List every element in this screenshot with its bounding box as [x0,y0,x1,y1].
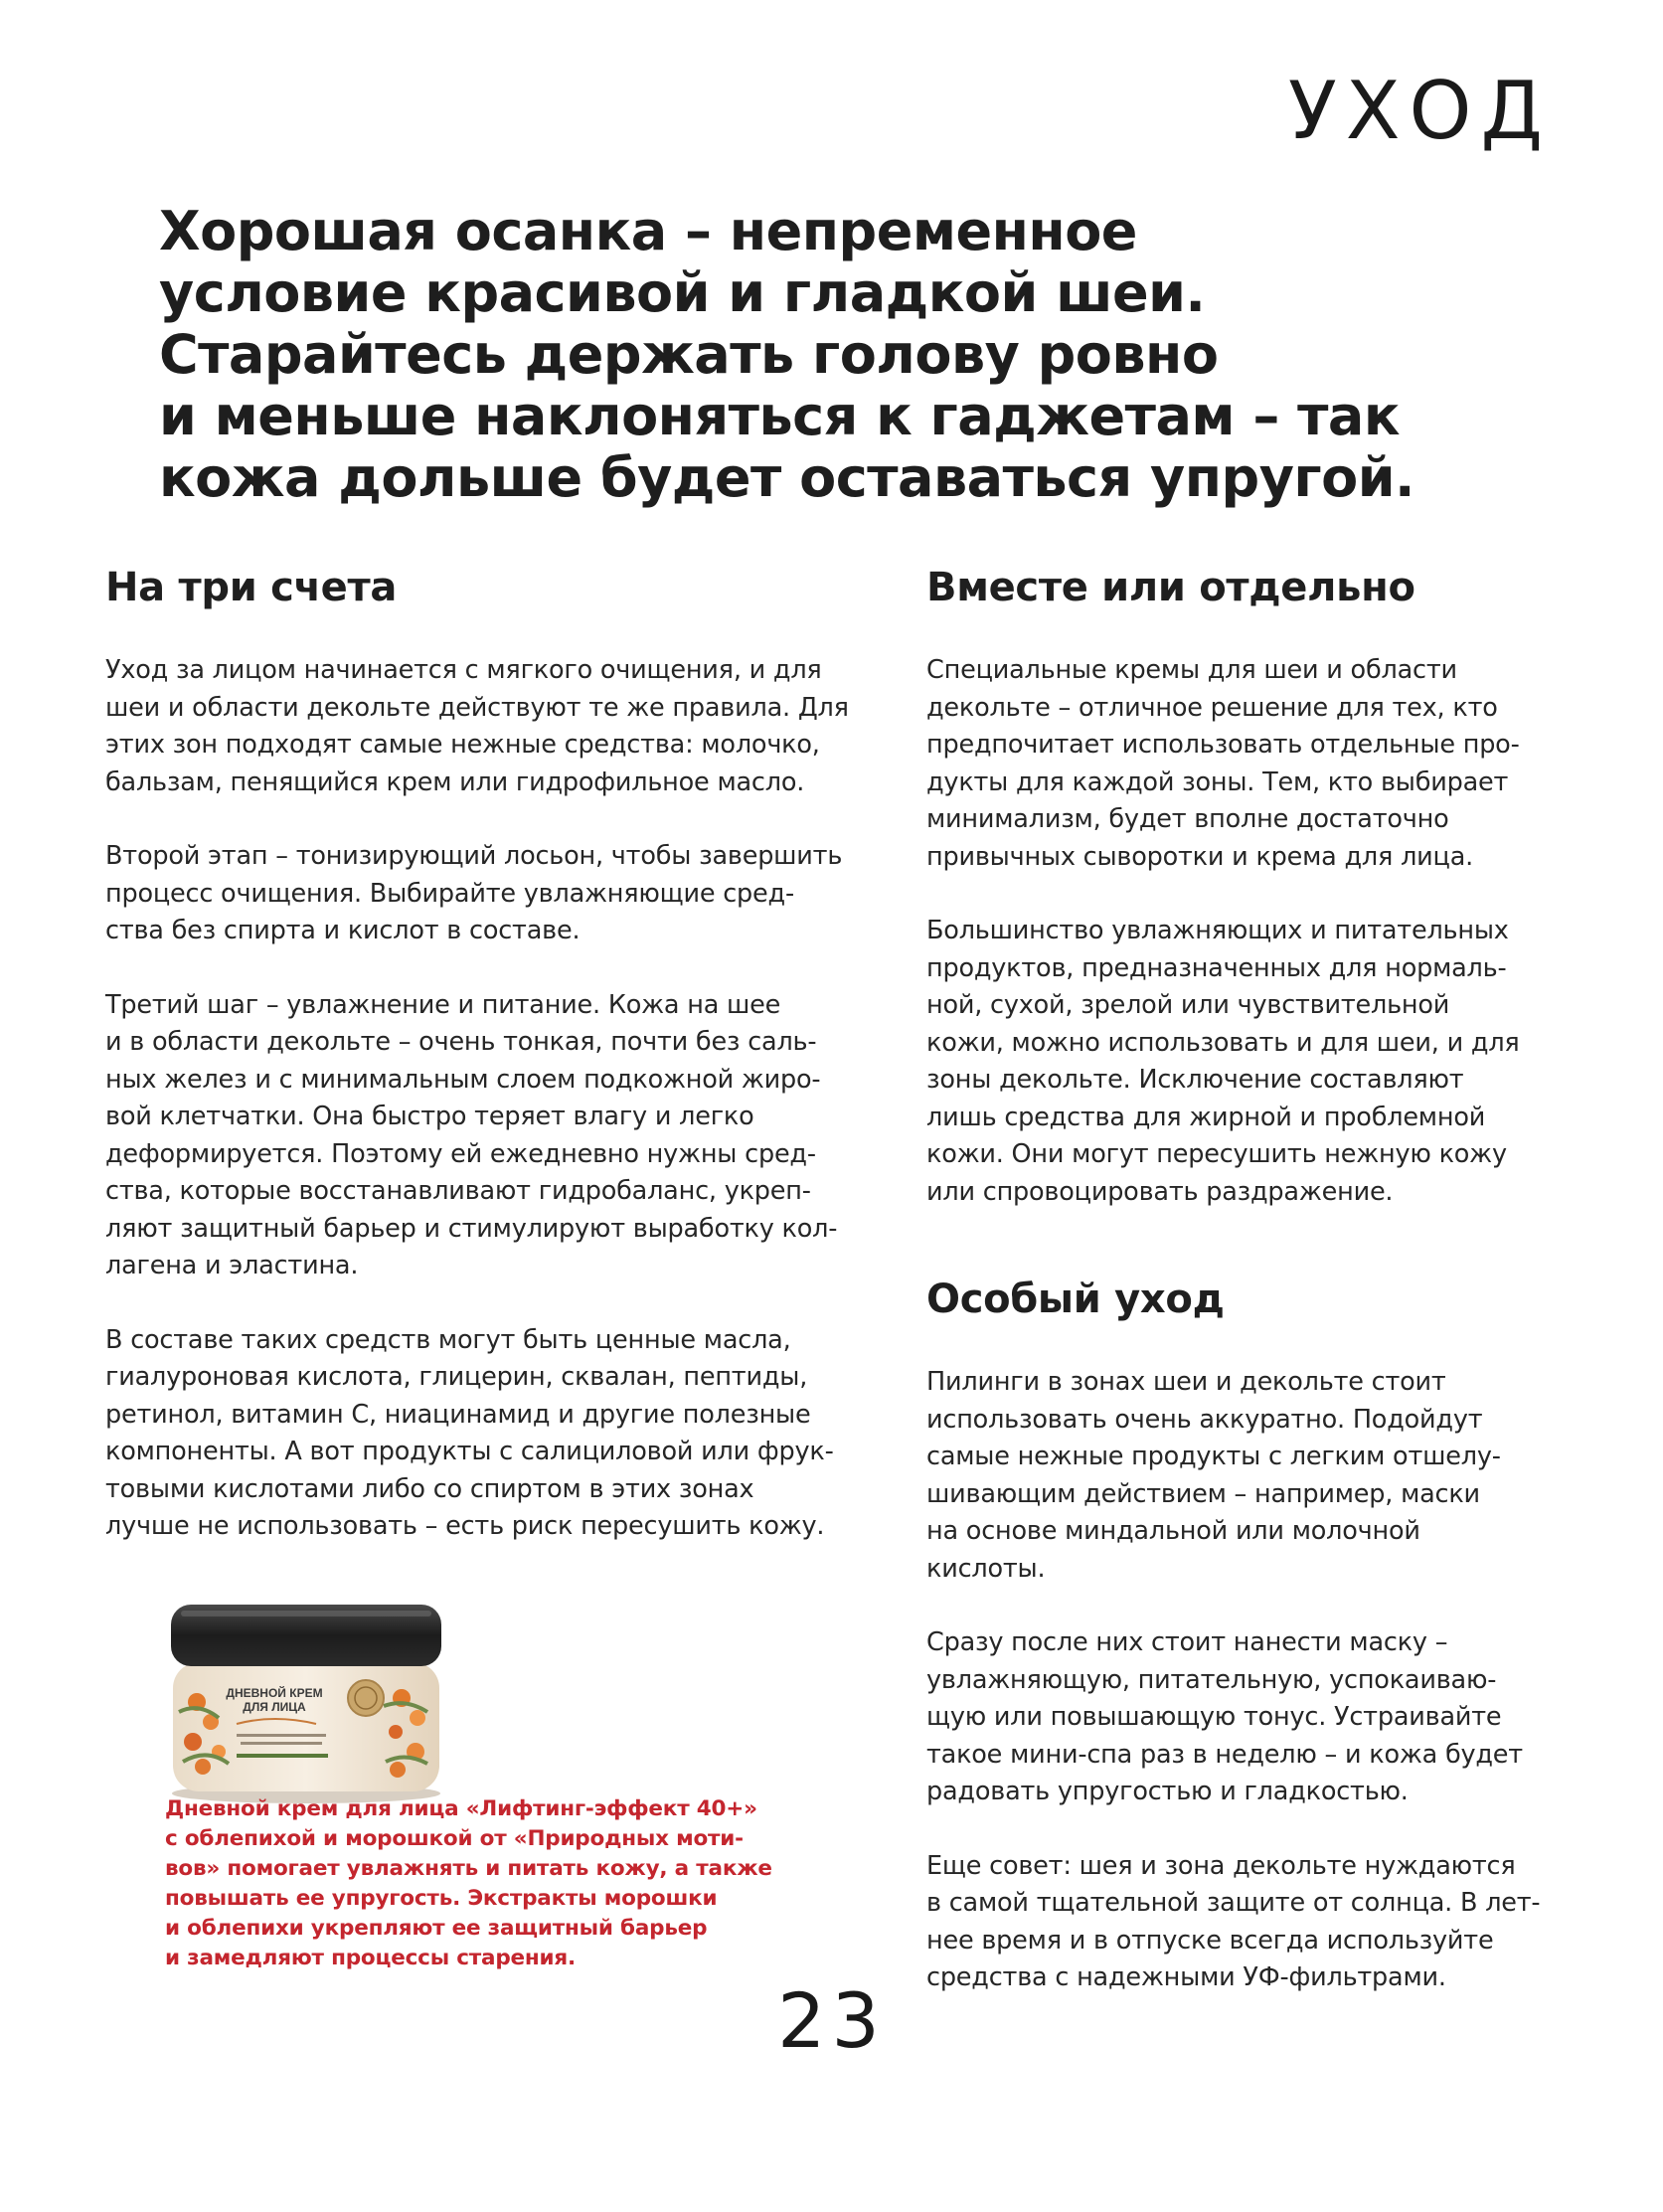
right-column [926,563,1663,1997]
page-number: 23 [777,1976,886,2065]
right-heading-1: Вместе или отдельно [926,565,1415,610]
left-column [105,563,861,1546]
right-heading-2: Особый уход [926,1276,1225,1322]
paragraph: Второй этап – тонизирующий лосьон, чтобы завершить процесс очищения. Выбирайте увлажняющие сред- ства без спирта и кислот в составе. [105,841,843,945]
product-label-line-2: ДЛЯ ЛИЦА [243,1700,306,1714]
paragraph: Уход за лицом начинается с мягкого очищения, и для шеи и области декольте действуют те же правила. Для этих зон подходят самые нежные средства: молочко, бальзам, пенящийся крем или гидрофильное масло. [105,655,849,797]
lead-line: кожа дольше будет оставаться упругой. [159,446,1415,509]
section-title: УХОД [1288,65,1553,157]
paragraph: Пилинги в зонах шеи и декольте стоит использовать очень аккуратно. Подойдут самые нежные продукты с легким отшелу- шивающим действием – например, маски на основе миндальной или молочной кислоты. [926,1367,1501,1584]
lead-quote [159,201,1531,509]
lead-line: условие красивой и гладкой шеи. [159,261,1206,324]
lead-line: и меньше наклоняться к гаджетам – так [159,385,1401,447]
lead-line: Старайтесь держать голову ровно [159,323,1219,386]
paragraph: Сразу после них стоит нанести маску – увлажняющую, питательную, успокаиваю- щую или повышающую тонус. Устраивайте такое мини-спа раз в неделю – и кожа будет радовать упругостью и гладкостью. [926,1627,1523,1806]
left-heading: На три счета [105,565,398,610]
paragraph: Еще совет: шея и зона декольте нуждаются в самой тщательной защите от солнца. В лет- нее время и в отпуске всегда используйте средства с надежными УФ-фильтрами. [926,1850,1541,1992]
paragraph: Большинство увлажняющих и питательных продуктов, предназначенных для нормаль- ной, сухой, зрелой или чувствительной кожи, можно использовать и для шеи, и для зоны декольте. Исключение составляют лишь средства для жирной и проблемной кожи. Они могут пересушить нежную кожу или спровоцировать раздражение. [926,916,1520,1207]
paragraph: Специальные кремы для шеи и области декольте – отличное решение для тех, кто предпочитает использовать отдельные про- дукты для каждой зоны. Тем, кто выбирает минимализм, будет вполне достаточно привычных сыворотки и крема для лица. [926,655,1520,872]
product-label-line-1: ДНЕВНОЙ КРЕМ [226,1686,323,1700]
product-image [167,1603,445,1806]
product-caption: Дневной крем для лица «Лифтинг-эффект 40+» с облепихой и морошкой от «Природных моти- вов» помогает увлажнять и питать кожу, а также повышать ее упругость. Экстракты морошки и облепихи укрепляют ее защитный барьер и замедляют процессы старения. [165,1796,772,1970]
paragraph: Третий шаг – увлажнение и питание. Кожа на шее и в области декольте – очень тонкая, почти без саль- ных желез и с минимальным слоем подкожной жиро- вой клетчатки. Она быстро теряет влагу и легко деформируется. Поэтому ей ежедневно нужны сред- ства, которые восстанавливают гидробаланс, укреп- ляют защитный барьер и стимулируют выработку кол- лагена и эластина. [105,989,838,1280]
paragraph: В составе таких средств могут быть ценные масла, гиалуроновая кислота, глицерин, сквалан, пептиды, ретинол, витамин С, ниацинамид и другие полезные компоненты. А вот продукты с салициловой или фрук- товыми кислотами либо со спиртом в этих зонах лучше не использовать – есть риск пересушить кожу. [105,1324,834,1541]
lead-line: Хорошая осанка – непременное [159,200,1137,262]
